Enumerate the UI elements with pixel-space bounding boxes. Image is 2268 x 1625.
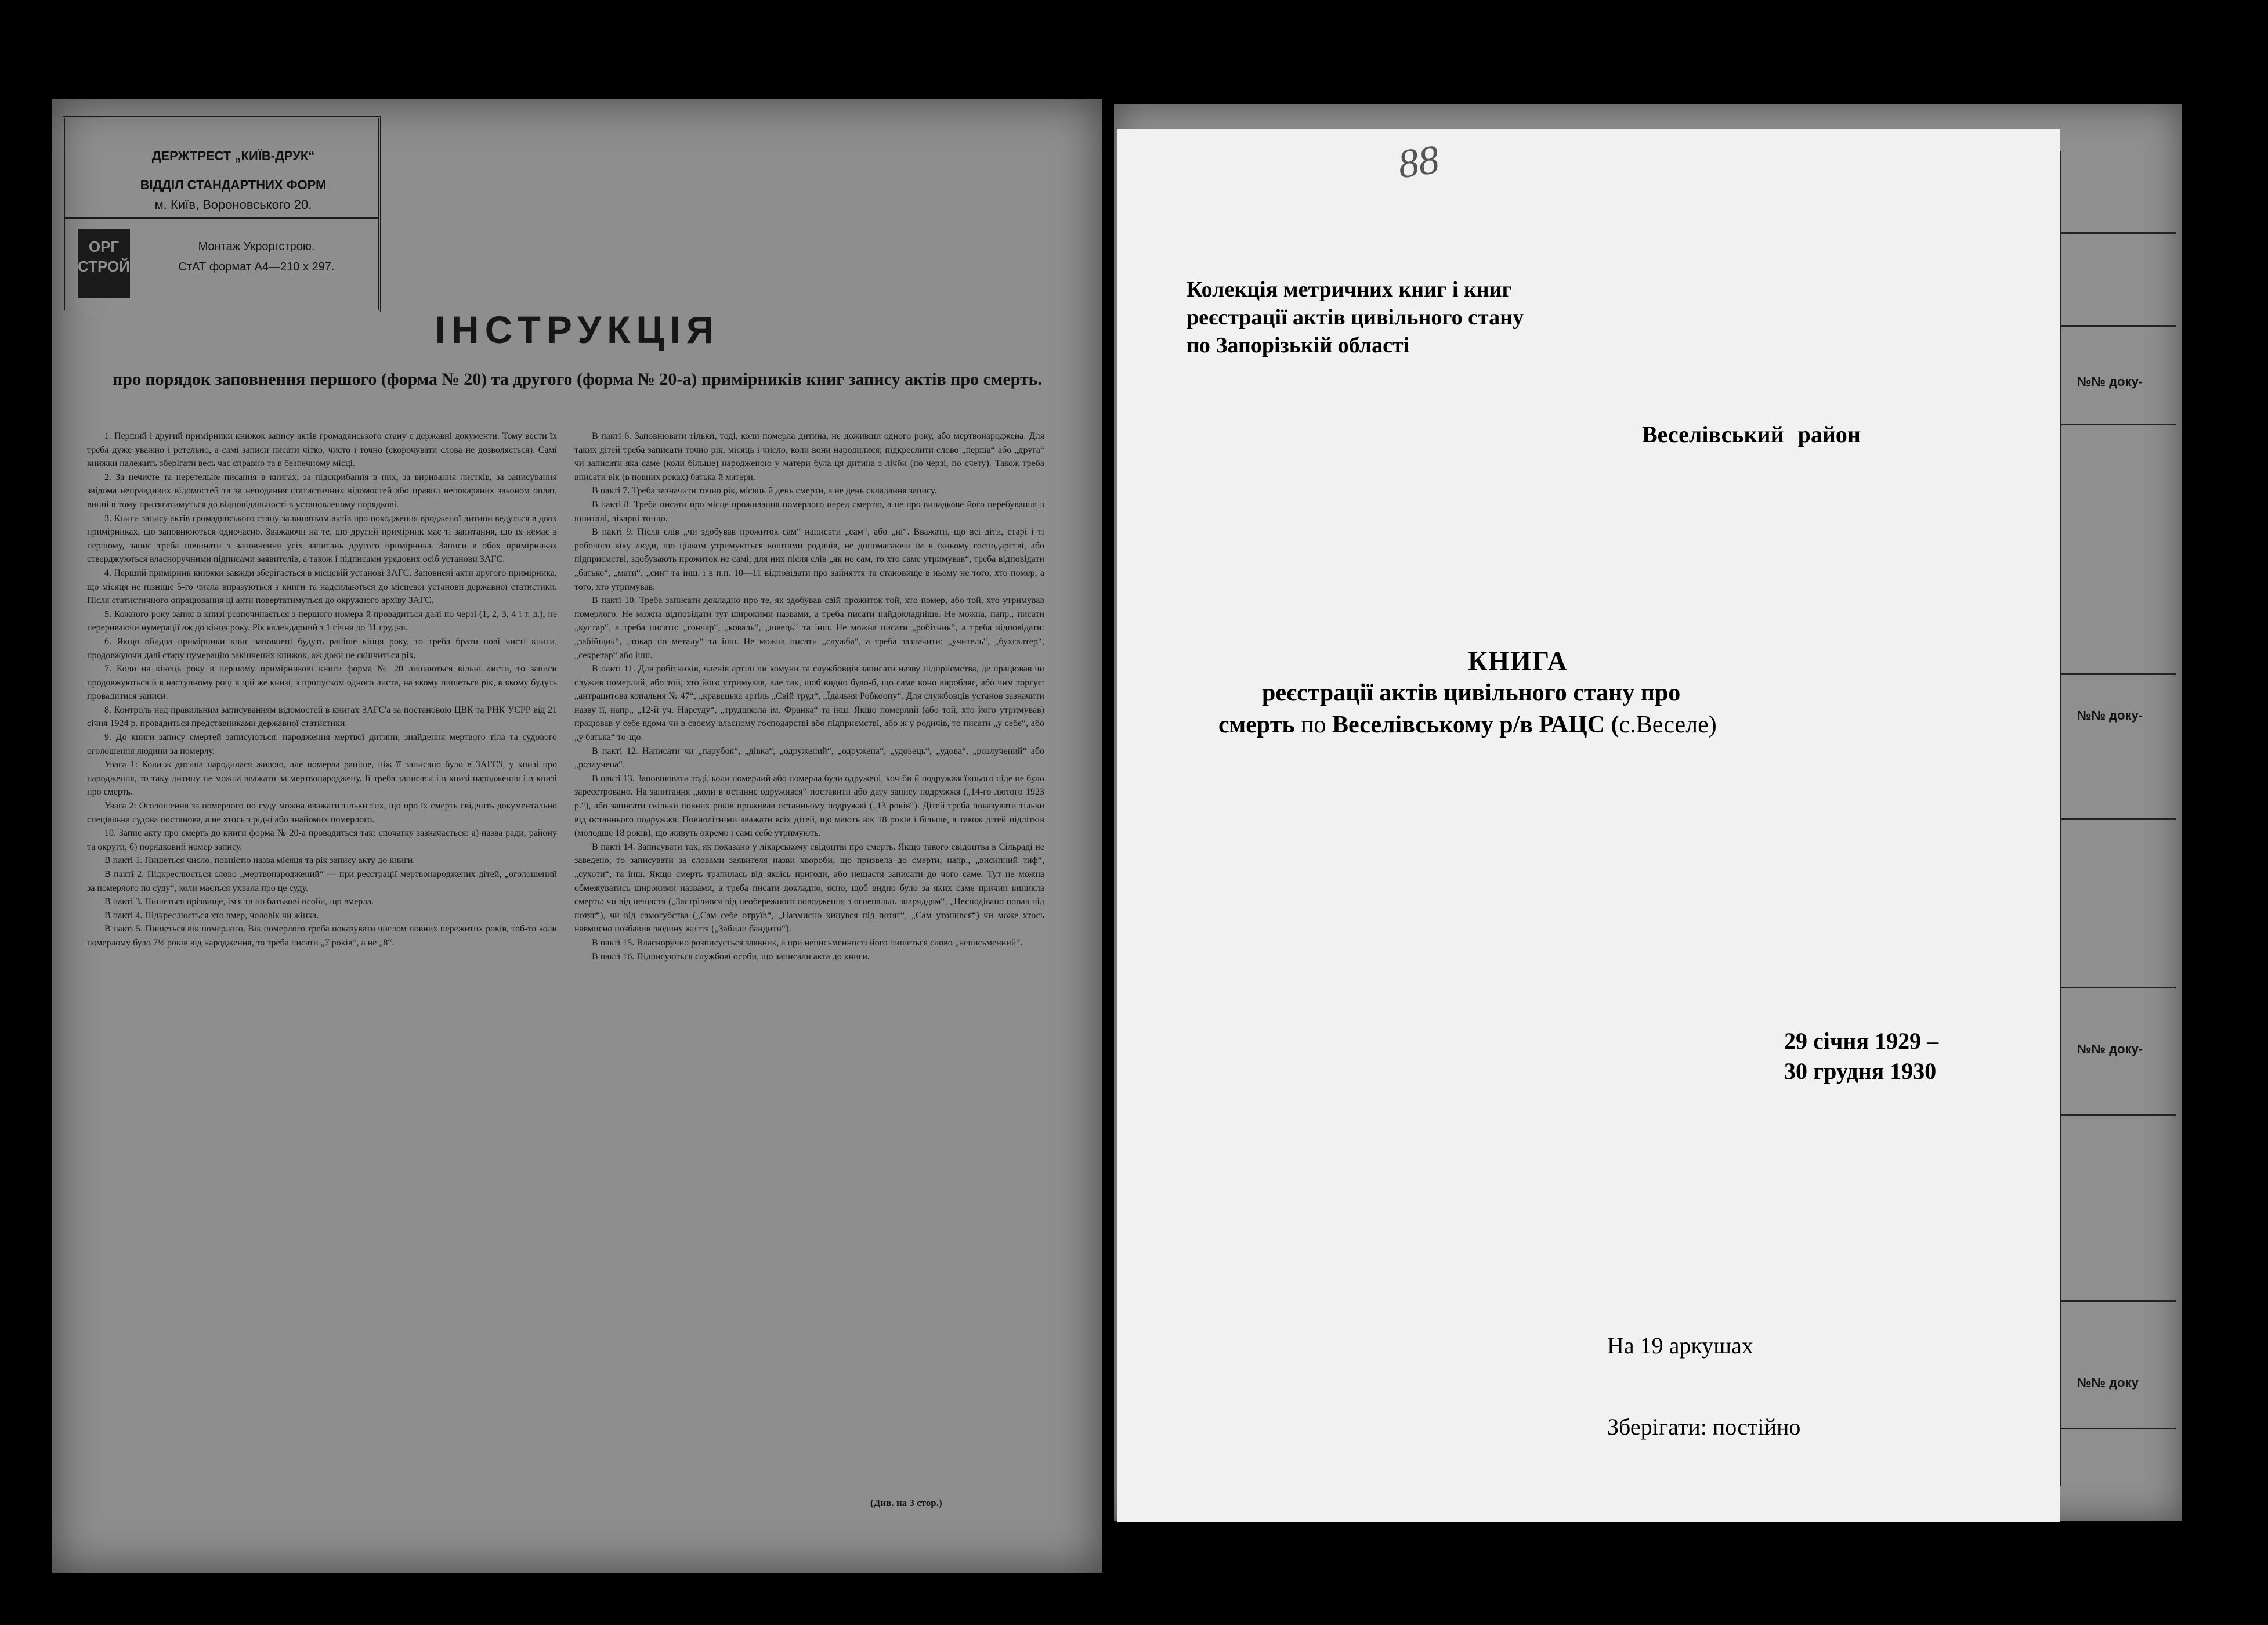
- instruction-paragraph: В пакті 9. Після слів „чи здобував прожиток сам“ написати „сам“, або „ні“. Вважати, що всі діти, старі і ті робочого віку люди, що цілком утримуються коштами родичів, не допомагаючи їм в їхньому господарстві, або підприємстві, здобувають прожиток не самі; для них після слів „як не сам, то хто саме утримував“, треба відповідати „батько“, „мати“, „син“ та інш. і в п.п. 10—11 відповідати про зайняття та становище в ньому не того, хто помер, а того, хто утримував.: [574, 527, 1044, 592]
- printer-stamp: [63, 116, 381, 312]
- book-subtitle-line3: [1218, 711, 1717, 739]
- instruction-paragraph: В пакті 1. Пишеться число, повністю назва місяця та рік запису акту до книги.: [104, 855, 415, 866]
- book-po-word: по: [1301, 712, 1326, 738]
- stamp-mounted: Монтаж Укроргстрою.: [198, 240, 315, 253]
- instruction-paragraph: 6. Якщо обидва примірники книг заповнені будуть раніше кінця року, то треба брати нові чисті книги, продовжуючи далі стару нумерацію закінчених книжок, аж доки не скінчиться рік.: [87, 636, 557, 660]
- instruction-paragraph: В пакті 12. Написати чи „парубок“, „дівка“, „одружений“, „одружена“, „удовець“, „удова“, „розлучений“ або „розлучена“.: [574, 746, 1044, 770]
- date-from: 29 січня 1929 –: [1784, 1028, 1939, 1054]
- instruction-paragraph: В пакті 11. Для робітників, членів артілі чи комуни та службовців записати назву підприємства, де працював чи служив померлий, або той, хто його утримував, але так, щоб видно було-б, що саме воно виробляє, або чим торгує: „антрацитова копальня № 47“, „кравецька артіль „Свій труд“, „Їдальня Робкоопу“. Для службовців установ зазначити назву її, напр., „12-й уч. Нарсуду“, „трудшкола ім. Франка“ та інш. Якщо померлий (або той, хто його утримував) працював у себе вдома чи в своєму власному господарстві або підприємстві, або ж у родичів, то писати „у себе“, або „у батька“ то-що.: [574, 664, 1044, 743]
- stamp-dept: ВІДДІЛ СТАНДАРТНИХ ФОРМ: [140, 178, 327, 192]
- collection-line: по Запорізькій області: [1187, 333, 1410, 358]
- instruction-page: [52, 99, 1102, 1573]
- instruction-paragraph: В пакті 14. Записувати так, як показано у лікарському свідоцтві про смерть. Якщо такого свідоцтва в Сільраді не заведено, то записувати за словами заявителя назви хвороби, що призвела до смерти, напр., „висипний тиф“, „сухоти“, та інш. Якщо смерть трапилась від якоїсь пригоди, або нещастя записати до чого саме. Тут не можна обмежуватись широкими назвами, а треба писати докладно, ясно, щоб видно було за яких саме причин виникла смерть: чи від нещастя („Застрілився від необережного поводження з огнепальн. знаряддям“, „Несподівано попав під потяг“), чи від самогубства („Сам себе отруїв“, „Навмисно кинувся під потяг“, „Сам утопився“) чи може хтось навмисно позбавив людину життя („Забили бандити“).: [574, 842, 1044, 934]
- stamp-org: ДЕРЖТРЕСТ „КИЇВ-ДРУК“: [151, 149, 315, 163]
- instruction-paragraph: 1. Перший і другий примірники книжок запису актів громадянського стану є державні документи. Тому вести їх треба дуже уважно і ретельно, а самі записи писати чітко, чисто і точно (скорочувати слова не дозволяється). Самі книжки належить зберігати весь час справно та в безпечному місці.: [87, 431, 557, 469]
- instruction-paragraph: В пакті 4. Підкреслюється хто вмер, чоловік чи жінка.: [104, 910, 319, 920]
- instruction-paragraph: В пакті 8. Треба писати про місце проживання померлого перед смертю, а не про випадкове його перебування в шпиталі, лікарні то-що.: [574, 499, 1044, 523]
- instruction-paragraph: Увага 2: Оголошення за померлого по суду можна вважати тільки тих, що про їх смерть свідчить документально спеціальна судова постанова, а не хтось з рідні або знайомих померлого.: [87, 801, 557, 825]
- form-doc-number-label: №№ доку: [2077, 1375, 2139, 1390]
- instruction-paragraph: В пакті 7. Треба зазначити точно рік, місяць й день смерти, а не день складання запису.: [592, 486, 937, 496]
- collection-line: реєстрації актів цивільного стану: [1187, 305, 1524, 330]
- instruction-paragraph: 10. Запис акту про смерть до книги форма № 20-а провадиться так: спочатку зазначається: а) назва ради, району та округи, б) порядковий номер запису.: [87, 828, 557, 852]
- instruction-paragraph: 8. Контроль над правильним записуванням відомостей в книгах ЗАГС'а за постановою ЦВК та РНК УСРР від 21 січня 1924 р. провадиться представниками державної статистики.: [87, 705, 557, 729]
- date-to: 30 грудня 1930: [1784, 1058, 1937, 1084]
- instruction-title: ІНСТРУКЦІЯ: [435, 308, 720, 351]
- form-doc-number-label: №№ доку-: [2077, 1042, 2143, 1056]
- instruction-subtitle: про порядок заповнення першого (форма № 20) та другого (форма № 20-а) примірників книг запису актів про смерть.: [112, 370, 1043, 389]
- book-office-name: Веселівському р/в РАЦС (: [1332, 712, 1619, 738]
- form-doc-number-label: №№ доку-: [2077, 708, 2143, 723]
- instruction-paragraph: 3. Книги запису актів громадянського стану за винятком актів про походження вродженої дитини ведуться в двох примірниках, що заповнюються одночасно. Зважаючи на те, що другий примірник має ті запитання, що їх немає в першому, запис треба починати з заповнення усіх запитань другого примірника. Записи в обох примірниках стверджуються власноручними підписами заявителів, а також і підписами урядових осіб установи ЗАГС.: [87, 513, 557, 565]
- instruction-paragraph: 5. Кожного року запис в книзі розпочинається з першого номера й провадиться далі по черзі (1, 2, 3, 4 і т. д.), не перериваючи нумерації аж до кінця року. Рік календарний з 1 січня до 31 грудня.: [87, 609, 557, 633]
- book-title: КНИГА: [1468, 646, 1568, 676]
- instruction-paragraph: В пакті 6. Заповнювати тільки, тоді, коли померла дитина, не доживши одного року, або мертвонароджена. Для таких дітей треба записати точно рік, місяць і число, коли вони народилися; підкреслити слово „перша“ або „друга“ чи записати яка саме (коли більше) народженою у матери була ця дитина з лічби (по черзі, по счету). Також треба вписати вік (в повних роках) батька й матери.: [574, 431, 1044, 482]
- instruction-paragraph: В пакті 5. Пишеться вік померлого. Вік померлого треба показувати числом повних пережитих років, тоб-то коли померлому було 7½ років від народження, то треба писати „7 років“, а не „8“.: [87, 924, 557, 948]
- date-range: [1784, 1026, 1938, 1086]
- instruction-column-right: [574, 429, 1044, 1492]
- continued-note: (Див. на 3 стор.): [870, 1497, 942, 1508]
- instruction-paragraph: 4. Перший примірник книжки завжди зберігається в місцевій установі ЗАГС. Заповнені акти другого примірника, що місяця не пізніше 5-го числа виразуються з книги та надсилаються до місцевої установи державної статистики. Після статистичного опрацювання ці акти повертатимуться до окружного архіву ЗАГС.: [87, 568, 557, 606]
- instruction-paragraph: В пакті 15. Власноручно розписується заявник, а при неписьменності його пишеться слово „неписьменний“.: [592, 937, 1023, 948]
- stamp-format: СтАТ формат А4—210 х 297.: [178, 261, 335, 273]
- collection-line: Колекція метричних книг і книг: [1187, 277, 1512, 302]
- instruction-paragraph: В пакті 13. Заповнювати тоді, коли померлий або померла були одружені, хоч-би й подружжя їхнього ніде не було зареєстровано. На запитання „коли в останнє одружився“ поставити або дату запису подружжя („14-го лютого 1923 р.“), або записати скільки повних років проживав останньому подружжі („13 років“). Дітей треба показувати тільки від останнього подружжя. Повнолітніми вважати всіх дітей, що мають вік 18 років і більше, а також дітей підлітків (молодше 18 років), що живуть окремо і самі себе утримують.: [574, 773, 1044, 839]
- book-death-word: смерть: [1218, 712, 1295, 738]
- book-subtitle: реєстрації актів цивільного стану про: [1262, 680, 1681, 706]
- form-grid: [2060, 151, 2176, 1486]
- instruction-paragraph: В пакті 3. Пишеться прізвище, ім'я та по батькові особи, що вмерла.: [104, 897, 374, 907]
- instruction-paragraph: В пакті 2. Підкреслюється слово „мертвонароджений“ — при реєстрації мертвонароджених дітей, „оголошений за померлого по суду“, коли мається ухвала про це суду.: [87, 869, 557, 893]
- collection-heading: [1187, 276, 1524, 359]
- sheet-count: На 19 аркушах: [1607, 1332, 1753, 1359]
- handwritten-page-number: 88: [1395, 137, 1442, 187]
- orgstroy-logo: ОРГ СТРОЙ: [78, 229, 130, 298]
- instruction-paragraph: 7. Коли на кінець року в першому примірникові книги форма № 20 лишаються вільні листи, то записи продовжуються й в наступному році в цій же книзі, з пропуском одного листа, на якому пишеться рік, в якому будуть провадитися записи.: [87, 664, 557, 702]
- stamp-divider: [65, 217, 378, 219]
- instruction-paragraph: В пакті 16. Підписуються службові особи, що записали акта до книги.: [592, 951, 870, 962]
- instruction-paragraph: 2. За нечисте та неретельне писання в книгах, за підскрибання в них, за виривання листків, за записування звідома неправдивих відомостей та за неподання статистичних відомостей або правил непокараних законом оплат, винні в тому притягатимуться до відповідальності в установленому порядкові.: [87, 472, 557, 510]
- form-doc-number-label: №№ доку-: [2077, 374, 2143, 389]
- retention-label: Зберігати: постійно: [1607, 1414, 1801, 1440]
- stamp-address: м. Київ, Вороновського 20.: [154, 197, 312, 212]
- instruction-paragraph: 9. До книги запису смертей записуються: народження мертвої дитини, знайдення мертвого тіла та судового оголошення людини за померлу.: [87, 732, 557, 756]
- instruction-column-left: [87, 429, 557, 1474]
- instruction-paragraph: Увага 1: Коли-ж дитина народилася живою, але померла раніше, ніж її записано було в ЗАГС'і, у книзі про народження, то таку дитину не можна вважати за мертвонароджену. Її треба записати і в книзі народження і в книзі про смерть.: [87, 760, 557, 797]
- instruction-paragraph: В пакті 10. Треба записати докладно про те, як здобував свій прожиток той, хто помер, або той, хто утримував померлого. Не можна відповідати тут широкими назвами, а треба писати найдокладніше. Не можна, напр., писати „кустар“, а треба писати: „гончар“, „коваль“, „швець“ та інш. Не можна писати „робітник“, а треба відповідати: „забійщик“, „токар по металу“ та інш. Не можна писати „служба“, а треба зазначити: „учитель“, „бухгалтер“, „секретар“ або інш.: [574, 595, 1044, 660]
- book-village: с.Веселе): [1619, 712, 1717, 738]
- district-label: Веселівський район: [1642, 421, 1861, 447]
